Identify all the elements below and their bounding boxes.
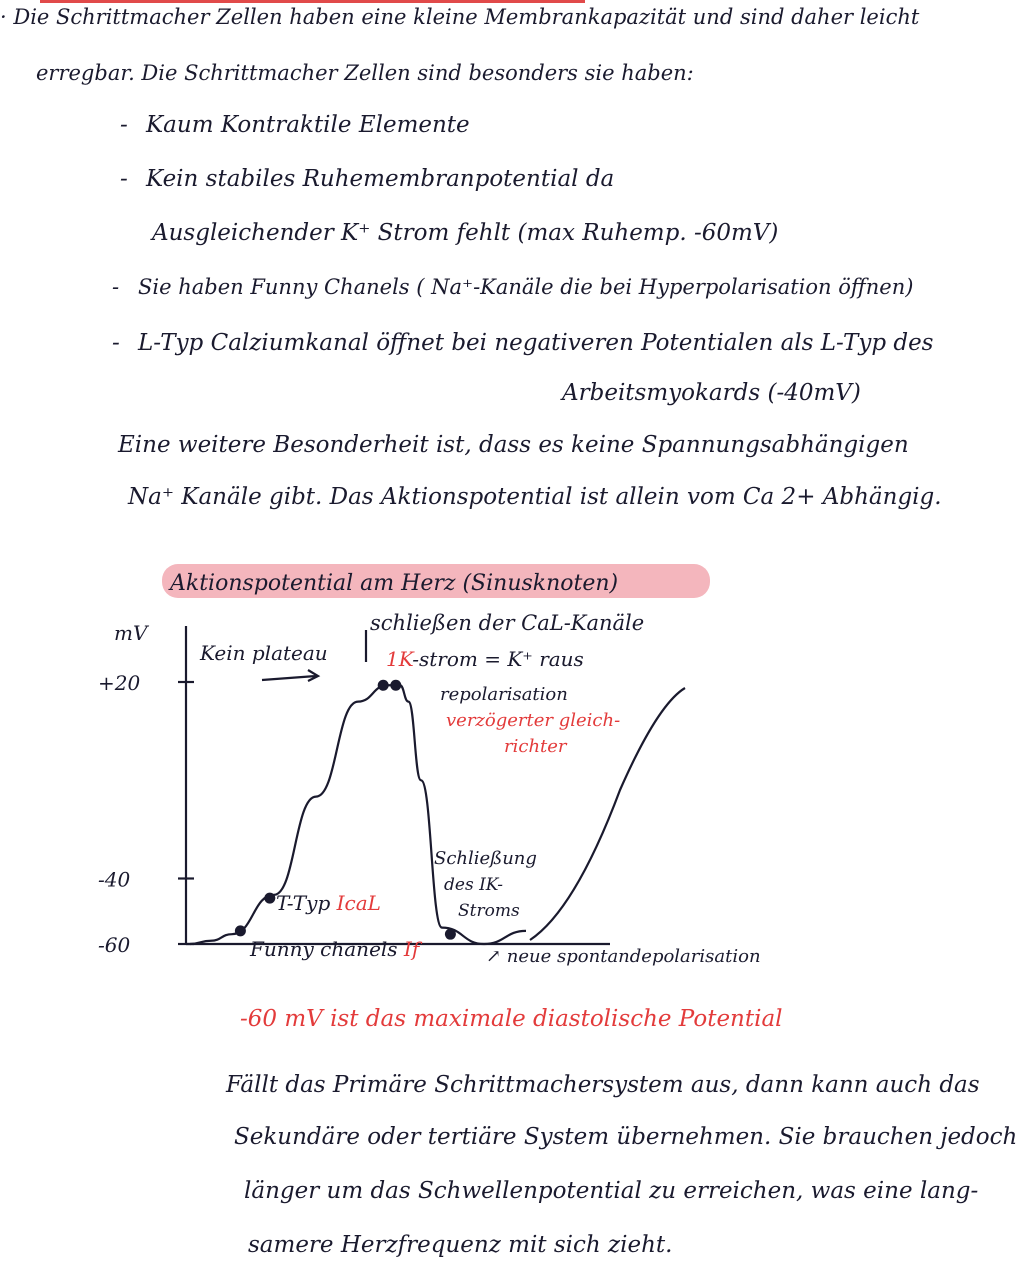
paragraph3-line3: länger um das Schwellenpotential zu erreichen, was eine lang- bbox=[244, 1178, 979, 1204]
annotation-t-type: T-Typ IcaL bbox=[276, 891, 381, 915]
annotation-no-plateau: Kein plateau bbox=[200, 641, 328, 665]
list-item-3: - Sie haben Funny Chanels ( Na⁺-Kanäle die bei Hyperpolarisation öffnen) bbox=[112, 275, 914, 299]
annotation-closing-ik-2: des IK- bbox=[444, 875, 503, 895]
curve-marker bbox=[235, 925, 246, 936]
list-item-4: - L-Typ Calziumkanal öffnet bei negativeren Potentialen als L-Typ des bbox=[112, 330, 934, 356]
annotation-ik-current: 1K-strom = K⁺ raus bbox=[386, 647, 584, 671]
annotation-repolarisation: repolarisation bbox=[440, 684, 568, 705]
chart-title: Aktionspotential am Herz (Sinusknoten) bbox=[170, 571, 619, 596]
y-tick-label: +20 bbox=[98, 671, 141, 695]
list-item-2: - Kein stabiles Ruhemembranpotential da bbox=[120, 166, 615, 192]
y-ticks bbox=[98, 671, 194, 957]
max-diastolic-note: -60 mV ist das maximale diastolische Potential bbox=[240, 1006, 783, 1032]
paragraph1-line2: erregbar. Die Schrittmacher Zellen sind besonders sie haben: bbox=[36, 61, 694, 85]
curve-marker bbox=[378, 680, 389, 691]
y-axis-label: mV bbox=[114, 621, 148, 645]
paragraph2-line1: Eine weitere Besonderheit ist, dass es keine Spannungsabhängigen bbox=[118, 432, 909, 458]
paragraph3-line1: Fällt das Primäre Schrittmachersystem aus, dann kann auch das bbox=[226, 1072, 980, 1098]
paragraph2-line2: Na⁺ Kanäle gibt. Das Aktionspotential ist allein vom Ca 2+ Abhängig. bbox=[128, 484, 942, 510]
annotation-closing-cal: schließen der CaL-Kanäle bbox=[370, 611, 645, 635]
annotation-delayed-rectifier-1: verzögerter gleich- bbox=[446, 710, 621, 731]
annotation-closing-ik-1: Schließung bbox=[434, 848, 537, 869]
action-potential-chart bbox=[90, 560, 1018, 1000]
annotation-delayed-rectifier-2: richter bbox=[504, 736, 567, 757]
y-tick-label: -60 bbox=[98, 933, 131, 957]
annotation-closing-ik-3: Stroms bbox=[458, 901, 520, 921]
paragraph1-line1: · Die Schrittmacher Zellen haben eine kleine Membrankapazität und sind daher leicht bbox=[0, 5, 920, 29]
curve-marker bbox=[445, 929, 456, 940]
y-tick-label: -40 bbox=[98, 867, 131, 892]
list-item-4-continued: Arbeitsmyokards (-40mV) bbox=[562, 380, 861, 406]
annotation-new-depolarisation: ↗ neue spontandepolarisation bbox=[486, 946, 761, 967]
plateau-arrow bbox=[262, 670, 318, 681]
paragraph3-line2: Sekundäre oder tertiäre System übernehmen. Sie brauchen jedoch bbox=[234, 1124, 1018, 1150]
curve-marker bbox=[390, 680, 401, 691]
list-item-1: - Kaum Kontraktile Elemente bbox=[120, 112, 470, 138]
list-item-2-continued: Ausgleichender K⁺ Strom fehlt (max Ruhemp. -60mV) bbox=[152, 220, 779, 246]
curve-marker bbox=[264, 893, 275, 904]
annotation-funny-chanels: Funny chanels If bbox=[250, 937, 420, 961]
paragraph3-line4: samere Herzfrequenz mit sich zieht. bbox=[248, 1232, 673, 1258]
